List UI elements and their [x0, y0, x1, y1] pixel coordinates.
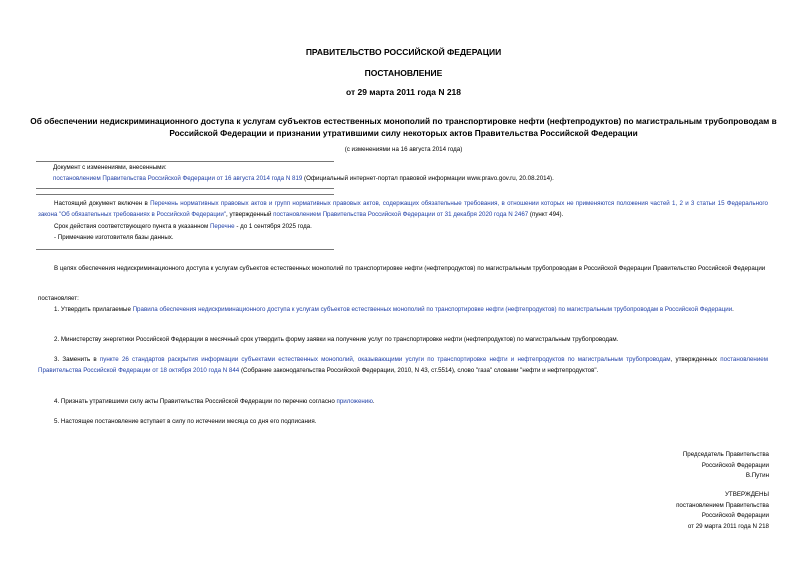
term-list-link[interactable]: Перечне: [209, 223, 235, 230]
divider-mid: [36, 188, 334, 189]
approved-label: УТВЕРЖДЕНЫ: [725, 491, 769, 498]
document-title: Об обеспечении недискриминационного доступа к услугам субъектов естественных монополий по транспортировке нефти (нефтепродуктов) по магистральным трубопроводам в Российской Федерации и признании утратившими силу некоторых актов Правительства Российской Федерации: [30, 116, 777, 138]
signature-position: Председатель Правительства: [682, 451, 769, 458]
item-1-end: .: [732, 306, 734, 313]
document-date-number: от 29 марта 2011 года N 218: [345, 87, 462, 97]
term-text-2: - до 1 сентября 2025 года.: [234, 223, 312, 230]
item-3-text-3: (Собрание законодательства Российской Федерации, 2010, N 43, ст.5514), слово "газа" словами "нефти и нефтепродуктов".: [239, 366, 599, 374]
approved-block: [676, 490, 769, 532]
preamble: В целях обеспечения недискриминационного доступа к услугам субъектов естественных монополий по транспортировке нефти (нефтепродуктов) по магистральным трубопроводам в Российской Федерации Правительство Российской Федерации: [54, 265, 766, 272]
approved-date: от 29 марта 2011 года N 218: [687, 522, 769, 530]
item-3: [38, 355, 768, 376]
notice-text-1: Настоящий документ включен в: [54, 200, 151, 207]
notice-resolution-link[interactable]: постановлением Правительства Российской Федерации от 31 декабря 2020 года N 2467: [273, 210, 529, 218]
government-heading: ПРАВИТЕЛЬСТВО РОССИЙСКОЙ ФЕДЕРАЦИИ: [305, 47, 502, 57]
approved-by: постановлением Правительства: [676, 501, 769, 509]
divider-notice-top: [36, 194, 334, 195]
item-5: 5. Настоящее постановление вступает в силу по истечении месяца со дня его подписания.: [54, 418, 317, 425]
resolution-844-link[interactable]: постановлением Правительства Российской Федерации от 18 октября 2010 года N 844: [38, 356, 768, 374]
notice-text-3: (пункт 494).: [528, 210, 564, 218]
item-3-text-2: , утвержденных: [670, 356, 721, 363]
item-1: [38, 305, 768, 316]
divider-top: [36, 161, 334, 162]
notice-paragraph: [38, 199, 768, 220]
notice-list-link[interactable]: Перечень нормативных правовых актов и групп нормативных правовых актов, содержащих обязательные требования, в отношении которых не применяются положения частей 1, 2 и 3 статьи 15 Федерального закона "Об обязательных требованиях в Российской Федерации": [38, 200, 768, 218]
database-note: - Примечание изготовителя базы данных.: [54, 234, 174, 241]
resolves-word: постановляет:: [38, 295, 79, 302]
rules-link[interactable]: Правила обеспечения недискриминационного доступа к услугам субъектов естественных монополий по транспортировке нефти (нефтепродуктов) по магистральным трубопроводам в Российской Федерации: [132, 306, 733, 313]
divider-notice-bottom: [36, 249, 334, 250]
item-3-text-1: 3. Заменить в: [54, 356, 100, 363]
standards-link[interactable]: пункте 26 стандартов раскрытия информации субъектами естественных монополий, оказывающими услуги по транспортировке нефти и нефтепродуктов по магистральным трубопроводам: [99, 356, 671, 363]
notice-term: [54, 222, 768, 233]
amendment-link[interactable]: постановлением Правительства Российской Федерации от 16 августа 2014 года N 819: [53, 175, 303, 182]
signature-block: [683, 450, 769, 482]
document-type-heading: ПОСТАНОВЛЕНИЕ: [364, 68, 443, 78]
item-1-text: 1. Утвердить прилагаемые: [54, 306, 133, 313]
approved-country: Российской Федерации: [701, 512, 769, 519]
amendments-label: Документ с изменениями, внесенными:: [53, 164, 167, 171]
notice-text-2: , утвержденный: [226, 210, 274, 218]
amendment-source: (Официальный интернет-портал правовой информации www.pravo.gov.ru, 20.08.2014).: [302, 175, 554, 182]
item-2: 2. Министерству энергетики Российской Федерации в месячный срок утвердить форму заявки на получение услуг по транспортировке нефти (нефтепродуктов) по магистральным трубопроводам.: [54, 336, 619, 343]
item-4-end: .: [372, 398, 375, 405]
item-4: [38, 397, 768, 408]
amendments-entry: [53, 174, 773, 185]
signature-name: В.Путин: [745, 472, 769, 479]
item-4-text: 4. Признать утратившими силу акты Правительства Российской Федерации по перечню согласно: [54, 398, 337, 405]
appendix-link[interactable]: приложению: [336, 398, 373, 405]
signature-country: Российской Федерации: [701, 461, 769, 469]
term-text-1: Срок действия соответствующего пункта в указанном: [54, 223, 210, 230]
revision-note: (с изменениями на 16 августа 2014 года): [344, 146, 463, 153]
